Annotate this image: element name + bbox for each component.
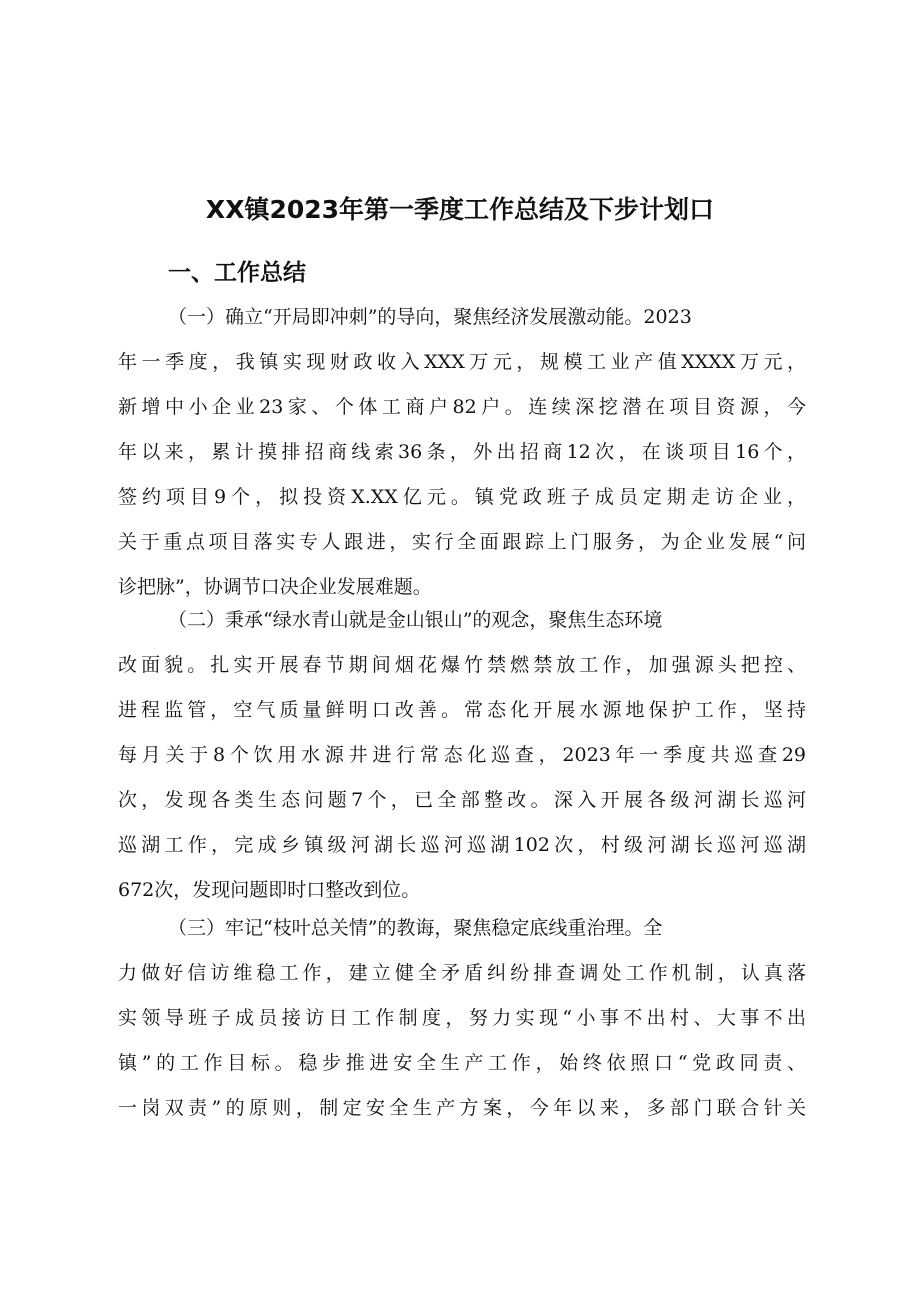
text-line: （二）秉承“绿水青山就是金山银山”的观念，聚焦生态环境	[168, 609, 663, 631]
text-line: 签约项目9个，拟投资X.XX亿元。镇党政班子成员定期走访企业，	[118, 486, 806, 508]
text-line: （一）确立“开局即冲刺”的导向，聚焦经济发展激动能。2023	[168, 306, 692, 328]
text-line: 每月关于8个饮用水源井进行常态化巡查，2023年一季度共巡查29	[118, 744, 806, 766]
text-line: （三）牢记“枝叶总关情”的教诲，聚焦稳定底线重治理。全	[168, 917, 663, 939]
text-line: 进程监管，空气质量鲜明口改善。常态化开展水源地保护工作，坚持	[118, 699, 806, 721]
text-line: 改面貌。扎实开展春节期间烟花爆竹禁燃禁放工作，加强源头把控、	[118, 654, 806, 676]
text-line: 新增中小企业23家、个体工商户82户。连续深挖潜在项目资源，今	[118, 396, 806, 418]
text-line: 一岗双责”的原则，制定安全生产方案，今年以来，多部门联合针关	[118, 1097, 806, 1119]
text-line: 关于重点项目落实专人跟进，实行全面跟踪上门服务，为企业发展“问	[118, 531, 806, 553]
section-heading: 一、工作总结	[168, 260, 306, 286]
text-line: 次，发现各类生态问题7个，已全部整改。深入开展各级河湖长巡河	[118, 789, 806, 811]
text-line: 巡湖工作，完成乡镇级河湖长巡河巡湖102次，村级河湖长巡河巡湖	[118, 834, 806, 856]
document-title: XX镇2023年第一季度工作总结及下步计划口	[205, 195, 715, 224]
text-line: 镇”的工作目标。稳步推进安全生产工作，始终依照口“党政同责、	[118, 1052, 806, 1074]
text-line: 力做好信访维稳工作，建立健全矛盾纠纷排查调处工作机制，认真落	[118, 962, 806, 984]
text-line: 年一季度，我镇实现财政收入XXX万元，规模工业产值XXXX万元，	[118, 351, 806, 373]
text-line: 实领导班子成员接访日工作制度，努力实现“小事不出村、大事不出	[118, 1007, 806, 1029]
text-line: 诊把脉”，协调节口决企业发展难题。	[118, 576, 432, 598]
text-line: 672次，发现问题即时口整改到位。	[118, 879, 421, 901]
text-line: 年以来，累计摸排招商线索36条，外出招商12次，在谈项目16个，	[118, 441, 806, 463]
